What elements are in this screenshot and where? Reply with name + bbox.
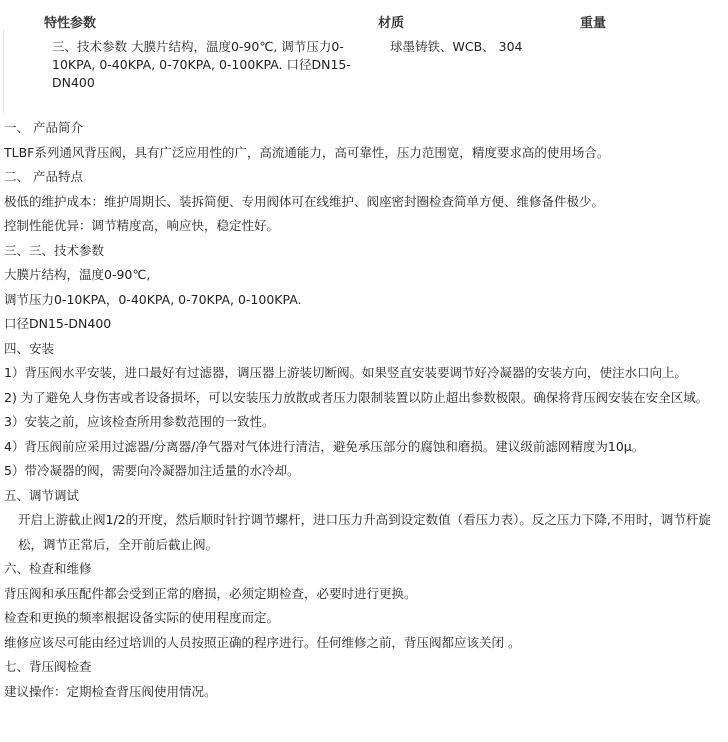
cell-material: 球墨铸铁、WCB、 304 <box>390 39 523 54</box>
paragraph-install-1: 1）背压阀水平安装，进口最好有过滤器，调压器上游装切断阀。如果竖直安装要调节好冷凝器的安装方向，使注水口向上。 <box>4 365 687 380</box>
paragraph-adjust: 开启上游截止阀1/2的开度，然后顺时针拧调节螺杆，进口压力升高到设定数值（看压力表）。反之压力下降,不用时，调节杆旋松，调节正常后，全开前后截止阀。 <box>18 512 711 552</box>
section-heading-maintenance: 六、检查和维修 <box>4 561 92 576</box>
parameter-table <box>0 0 728 113</box>
paragraph-maintenance-2: 检查和更换的频率根据设备实际的使用程度而定。 <box>4 610 280 625</box>
paragraph-maintenance-1: 背压阀和承压配件都会受到正常的磨损，必须定期检查，必要时进行更换。 <box>4 585 417 601</box>
paragraph-tech-pressure: 调节压力0-10KPA，0-40KPA, 0-70KPA, 0-100KPA. <box>4 291 302 307</box>
section-heading-install: 四、安装 <box>4 340 55 356</box>
paragraph-tech-diameter: 口径DN15-DN400 <box>4 316 112 331</box>
paragraph-install-2: 2) 为了避免人身伤害或者设备损坏，可以安装压力放散或者压力限制装置以防止超出参数极限。确保将背压阀安装在安全区域。 <box>4 389 709 405</box>
paragraph-features-control: 控制性能优异：调节精度高，响应快，稳定性好。 <box>4 218 280 233</box>
section-heading-adjust: 五、调节调试 <box>4 487 80 503</box>
section-heading-intro: 一、 产品简介 <box>4 120 83 135</box>
document-body <box>4 116 726 704</box>
paragraph-install-3: 3）安装之前，应该检查所用参数范围的一致性。 <box>4 414 275 429</box>
header-weight: 重量 <box>580 16 607 31</box>
paragraph-features-maintenance: 极低的维护成本：维护周期长、装拆简便、专用阀体可在线维护、阀座密封圈检查简单方便、维修备件极少。 <box>4 193 605 209</box>
paragraph-maintenance-3: 维修应该尽可能由经过培训的人员按照正确的程序进行。任何维修之前，背压阀都应该关闭 。 <box>4 634 521 650</box>
paragraph-install-5: 5）带冷凝器的阀，需要向冷凝器加注适量的水冷却。 <box>4 463 300 478</box>
header-characteristics: 特性参数 <box>44 16 97 31</box>
paragraph-tech-structure: 大膜片结构，温度0-90℃, <box>4 267 151 282</box>
section-heading-features: 二、 产品特点 <box>4 169 83 184</box>
paragraph-install-4: 4）背压阀前应采用过滤器/分离器/净气器对气体进行清洁，避免承压部分的腐蚀和磨损。建议级前滤网精度为10μ。 <box>4 438 645 454</box>
paragraph-check-1: 建议操作：定期检查背压阀使用情况。 <box>4 683 217 699</box>
section-heading-tech: 三、三、技术参数 <box>4 242 105 258</box>
section-heading-check: 七、背压阀检查 <box>4 659 92 674</box>
paragraph-intro: TLBF系列通风背压阀，具有广泛应用性的广，高流通能力，高可靠性，压力范围宽，精度要求高的使用场合。 <box>4 144 610 160</box>
table-border <box>3 30 4 113</box>
header-material: 材质 <box>378 16 405 31</box>
cell-characteristics: 三、技术参数 大膜片结构，温度0-90℃, 调节压力0-10KPA, 0-40KPA, 0-70KPA, 0-100KPA. 口径DN15-DN400 <box>52 39 351 90</box>
